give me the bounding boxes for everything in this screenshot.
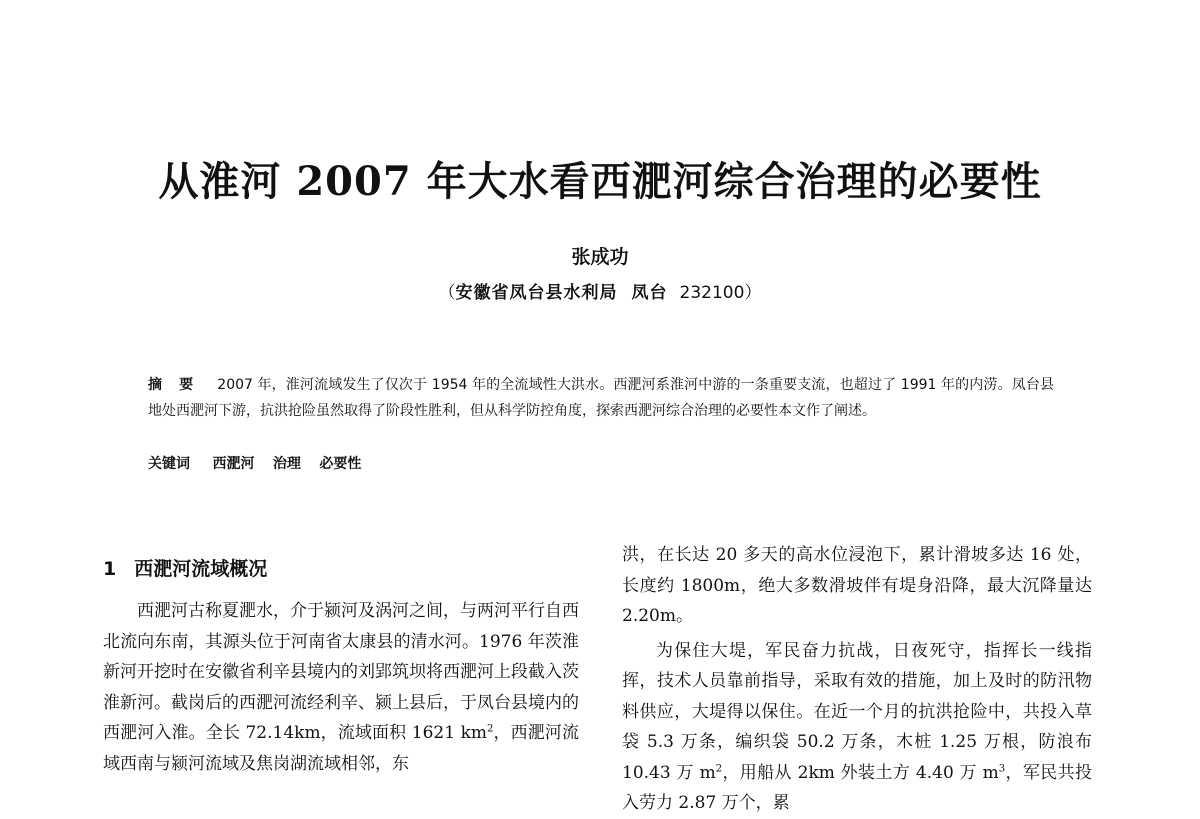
body-paragraph — [622, 636, 1092, 819]
paragraph-text: ，西淝河流域西南与颍河流域及焦岗湖流域相邻，东 — [103, 723, 579, 774]
affiliation-close-paren: ） — [744, 283, 762, 303]
section-title: 西淝河流域概况 — [134, 558, 268, 580]
author-affiliation — [0, 278, 1200, 303]
affiliation-institution: 安徽省凤台县水利局 — [455, 283, 618, 303]
superscript: 2 — [487, 723, 494, 735]
paper-title: 从淮河 2007 年大水看西淝河综合治理的必要性 — [158, 158, 1042, 205]
paragraph-text: 为保住大堤，军民奋力抗战，日夜死守，指挥长一线指挥，技术人员靠前指导，采取有效的措施，加上及时的防汛物料供应，大堤得以保住。在近一个月的抗洪抢险中，共投入草袋 5.3 万条，编织袋 50.2 万条，木桩 1.25 万根，防浪布 10.43 万 m — [622, 640, 1092, 783]
affiliation-zip: 232100 — [679, 283, 745, 303]
superscript: 2 — [715, 762, 723, 774]
affiliation-open-paren: （ — [438, 283, 456, 303]
abstract-text: 2007 年，淮河流域发生了仅次于 1954 年的全流域性大洪水。西淝河系淮河中游的一条重要支流，也超过了 1991 年的内涝。凤台县地处西淝河下游，抗洪抢险虽然取得了阶段性胜利，但从科学防控角度，探索西淝河综合治理的必要性本文作了阐述。 — [148, 377, 1054, 419]
keyword-item: 西淝河 — [212, 456, 255, 472]
keywords — [148, 451, 1054, 477]
author-name: 张成功 — [571, 246, 629, 268]
keyword-item: 治理 — [272, 456, 301, 472]
keywords-label: 关键词 — [148, 456, 190, 472]
section-number: 1 — [103, 558, 117, 580]
paragraph-text: ，军民共投入劳力 2.87 万个，累 — [622, 762, 1092, 813]
superscript: 3 — [998, 762, 1006, 774]
paragraph-text: 西淝河古称夏淝水，介于颍河及涡河之间，与两河平行自西北流向东南，其源头位于河南省太康县的清水河。1976 年茨淮新河开挖时在安徽省利辛县境内的刘郢筑坝将西淝河上段截入茨淮新河。截岗后的西淝河流经利辛、颍上县后，于凤台县境内的西淝河入淮。全长 72.14km，流域面积 1621 km — [103, 601, 579, 743]
body-column-right — [622, 540, 1092, 819]
body-column-left — [103, 540, 579, 779]
affiliation-city: 凤台 — [631, 283, 668, 303]
body-paragraph — [103, 596, 579, 779]
paragraph-text: ，用船从 2km 外装土方 4.40 万 m — [722, 762, 999, 783]
abstract-label: 摘 要 — [148, 377, 200, 393]
abstract — [148, 372, 1054, 424]
keyword-item: 必要性 — [319, 456, 362, 472]
body-paragraph: 洪，在长达 20 多天的高水位浸泡下，累计滑坡多达 16 处，长度约 1800m，绝大多数滑坡伴有堤身沿降，最大沉降量达 2.20m。 — [622, 545, 1092, 626]
section-heading — [103, 554, 579, 584]
